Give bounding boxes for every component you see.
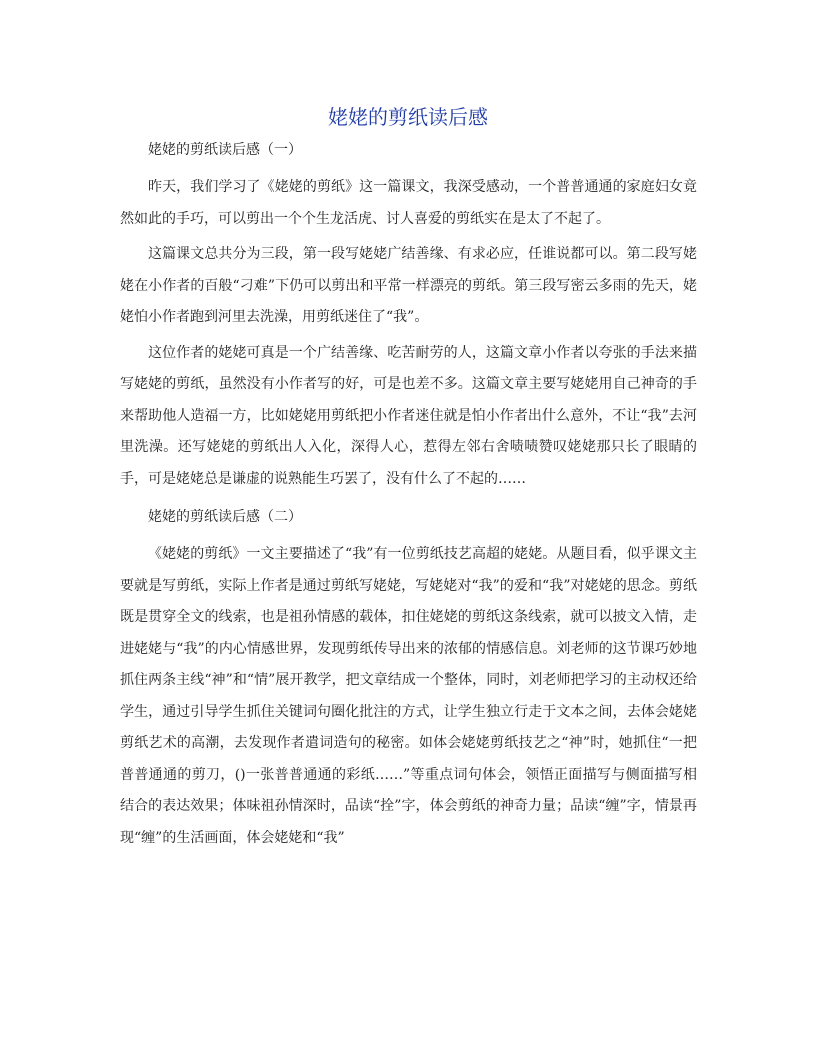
section-1-paragraph-3: 这位作者的姥姥可真是一个广结善缘、吃苦耐劳的人，这篇文章小作者以夸张的手法来描写姥姥的剪纸，虽然没有小作者写的好，可是也差不多。这篇文章主要写姥姥用自己神奇的手来帮助他人造福一方，比如姥姥用剪纸把小作者迷住就是怕小作者出什么意外，不让“我”去河里洗澡。还写姥姥的剪纸出人入化，深得人心，惹得左邻右舍啧啧赞叹姥姥那只长了眼睛的手，可是姥姥总是谦虚的说熟能生巧罢了，没有什么了不起的…… xyxy=(120,344,697,487)
section-1-paragraph-1: 昨天，我们学习了《姥姥的剪纸》这一篇课文，我深受感动，一个普普通通的家庭妇女竟然如此的手巧，可以剪出一个个生龙活虎、讨人喜爱的剪纸实在是太了不起了。 xyxy=(120,179,697,227)
document-title: 姥姥的剪纸读后感 xyxy=(328,105,488,129)
document-body xyxy=(120,138,697,858)
section-2-heading: 姥姥的剪纸读后感（二） xyxy=(148,509,302,525)
section-1-paragraph-2: 这篇课文总共分为三段，第一段写姥姥广结善缘、有求必应，任谁说都可以。第二段写姥姥在小作者的百般“刁难”下仍可以剪出和平常一样漂亮的剪纸。第三段写密云多雨的先天，姥姥怕小作者跑到河里去洗澡，用剪纸迷住了“我”。 xyxy=(120,246,697,325)
section-2-paragraph-1: 《姥姥的剪纸》一文主要描述了“我”有一位剪纸技艺高超的姥姥。从题目看，似乎课文主要就是写剪纸，实际上作者是通过剪纸写姥姥，写姥姥对“我”的爱和“我”对姥姥的思念。剪纸既是贯穿全文的线索，也是祖孙情感的载体，扣住姥姥的剪纸这条线索，就可以披文入情，走进姥姥与“我”的内心情感世界，发现剪纸传导出来的浓郁的情感信息。刘老师的这节课巧妙地抓住两条主线“神”和“情”展开教学，把文章结成一个整体，同时，刘老师把学习的主动权还给学生，通过引导学生抓住关键词句圈化批注的方式，让学生独立行走于文本之间，去体会姥姥剪纸艺术的高潮，去发现作者遣词造句的秘密。如体会姥姥剪纸技艺之“神”时，她抓住“一把普普通通的剪刀，()一张普普通通的彩纸……”等重点词句体会，领悟正面描写与侧面描写相结合的表达效果；体味祖孙情深时，品读“拴”字，体会剪纸的神奇力量；品读“缠”字，情景再现“缠”的生活画面，体会姥姥和“我” xyxy=(120,546,697,846)
section-1-heading: 姥姥的剪纸读后感（一） xyxy=(148,142,302,158)
